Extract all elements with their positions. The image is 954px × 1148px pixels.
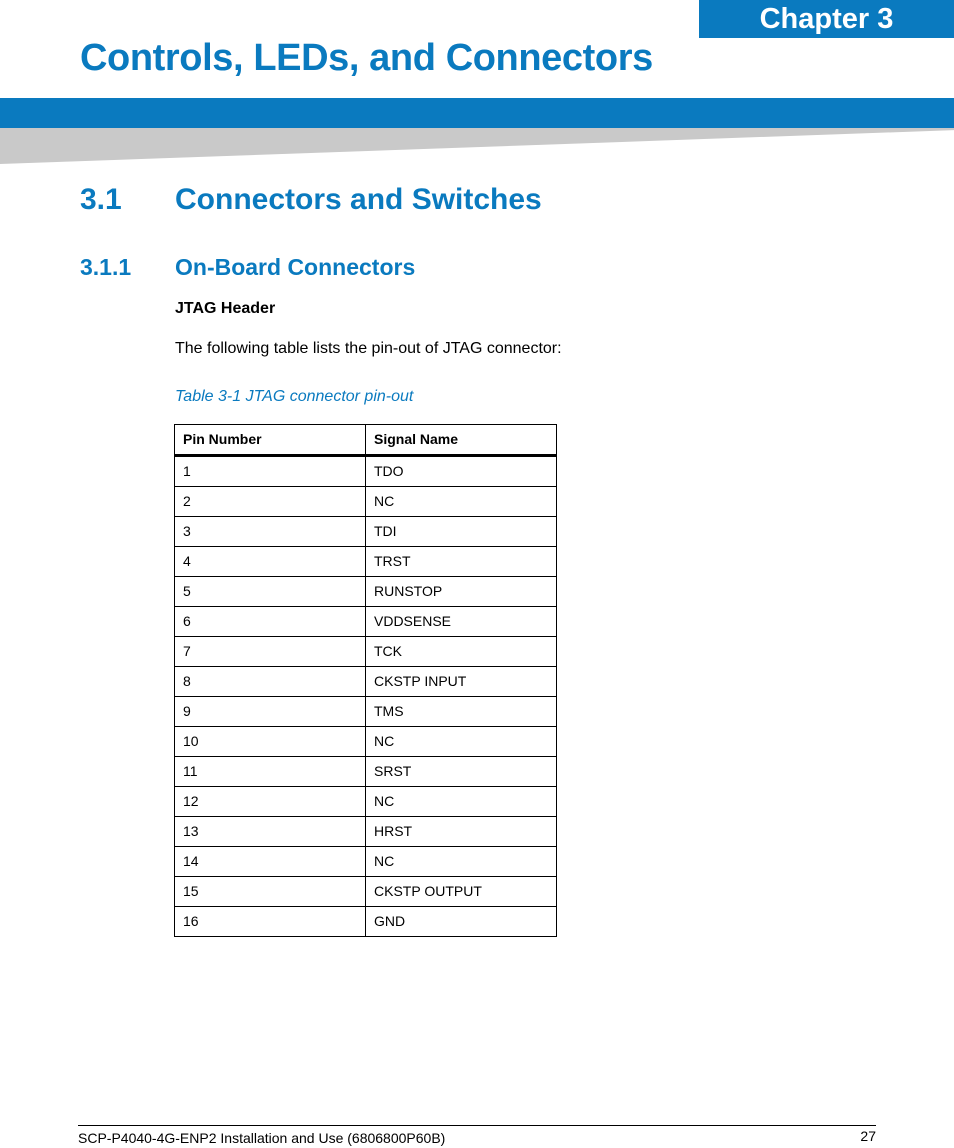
table-row <box>175 787 557 817</box>
signal-name-cell: CKSTP OUTPUT <box>366 877 557 907</box>
table-row <box>175 456 557 487</box>
signal-name-cell: TDI <box>366 517 557 547</box>
pin-number-cell: 16 <box>175 907 366 937</box>
table-row <box>175 757 557 787</box>
section-heading <box>80 180 542 220</box>
pin-number-cell: 2 <box>175 487 366 517</box>
subsection-title: On-Board Connectors <box>175 254 416 280</box>
signal-name-cell: GND <box>366 907 557 937</box>
table-row <box>175 697 557 727</box>
chapter-label: Chapter 3 <box>699 0 954 38</box>
header-signal-name: Signal Name <box>366 425 557 456</box>
table-row <box>175 487 557 517</box>
table-row <box>175 577 557 607</box>
signal-name-cell: TCK <box>366 637 557 667</box>
table-row <box>175 607 557 637</box>
pin-number-cell: 12 <box>175 787 366 817</box>
signal-name-cell: NC <box>366 487 557 517</box>
pin-number-cell: 14 <box>175 847 366 877</box>
header-gray-wedge <box>0 128 954 164</box>
pin-number-cell: 6 <box>175 607 366 637</box>
chapter-title: Controls, LEDs, and Connectors <box>66 32 667 84</box>
pin-number-cell: 1 <box>175 456 366 487</box>
pin-number-cell: 8 <box>175 667 366 697</box>
table-row <box>175 517 557 547</box>
signal-name-cell: NC <box>366 727 557 757</box>
pin-number-cell: 4 <box>175 547 366 577</box>
table-row <box>175 547 557 577</box>
footer-doc-title: SCP-P4040-4G-ENP2 Installation and Use (6806800P60B) <box>78 1130 446 1146</box>
intro-paragraph: The following table lists the pin-out of JTAG connector: <box>175 340 562 357</box>
pin-number-cell: 9 <box>175 697 366 727</box>
table-row <box>175 637 557 667</box>
pin-number-cell: 13 <box>175 817 366 847</box>
table-header-row <box>175 425 557 456</box>
signal-name-cell: VDDSENSE <box>366 607 557 637</box>
subsection-heading <box>80 252 415 282</box>
table-row <box>175 667 557 697</box>
signal-name-cell: HRST <box>366 817 557 847</box>
section-title: Connectors and Switches <box>175 183 542 216</box>
pin-number-cell: 11 <box>175 757 366 787</box>
section-number: 3.1 <box>80 183 122 216</box>
table-row <box>175 727 557 757</box>
jtag-pinout-table <box>174 424 557 937</box>
pin-number-cell: 5 <box>175 577 366 607</box>
signal-name-cell: SRST <box>366 757 557 787</box>
signal-name-cell: NC <box>366 847 557 877</box>
subsection-number: 3.1.1 <box>80 254 132 280</box>
table-row <box>175 907 557 937</box>
signal-name-cell: TRST <box>366 547 557 577</box>
pin-number-cell: 3 <box>175 517 366 547</box>
table-row <box>175 877 557 907</box>
pin-number-cell: 10 <box>175 727 366 757</box>
jtag-subhead: JTAG Header <box>175 300 276 317</box>
footer-page-number: 27 <box>860 1128 876 1144</box>
signal-name-cell: CKSTP INPUT <box>366 667 557 697</box>
signal-name-cell: TMS <box>366 697 557 727</box>
table-body <box>175 456 557 937</box>
pin-number-cell: 15 <box>175 877 366 907</box>
table-caption: Table 3-1 JTAG connector pin-out <box>175 388 414 405</box>
signal-name-cell: TDO <box>366 456 557 487</box>
table-row <box>175 817 557 847</box>
header-pin-number: Pin Number <box>175 425 366 456</box>
header-blue-band <box>0 98 954 128</box>
signal-name-cell: RUNSTOP <box>366 577 557 607</box>
table-row <box>175 847 557 877</box>
pin-number-cell: 7 <box>175 637 366 667</box>
signal-name-cell: NC <box>366 787 557 817</box>
footer-rule <box>78 1125 876 1126</box>
